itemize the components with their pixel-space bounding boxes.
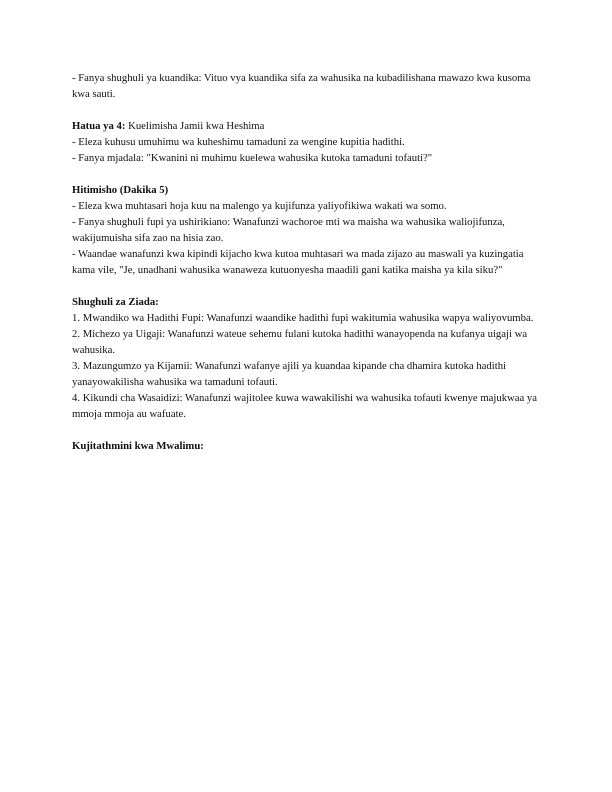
list-item: 4. Kikundi cha Wasaidizi: Wanafunzi wajitolee kuwa wawakilishi wa wahusika tofauti kwenye majukwaa ya mmoja mmoja au wafuate. <box>72 392 538 420</box>
list-item: 3. Mazungumzo ya Kijamii: Wanafunzi wafanye ajili ya kuandaa kipande cha dhamira kutoka hadithi yanayowakilisha wahusika wa tamaduni tofauti. <box>72 360 507 388</box>
document-page <box>72 70 542 454</box>
step-4-title: Kuelimisha Jamii kwa Heshima <box>125 120 265 132</box>
list-item: - Fanya shughuli fupi ya ushirikiano: Wanafunzi wachoroe mti wa maisha wa wahusika waliojifunza, wakijumuisha sifa zao na hisia zao. <box>72 216 505 244</box>
list-item: - Waandae wanafunzi kwa kipindi kijacho kwa kutoa muhtasari wa mada zijazo au maswali ya kuzingatia kama vile, "Je, unadhani wahusika wanaweza kutuonyesha maadili gani katika maisha ya kila siku?" <box>72 248 524 276</box>
list-item: 1. Mwandiko wa Hadithi Fupi: Wanafunzi waandike hadithi fupi wakitumia wahusika wapya waliyovumba. <box>72 312 534 324</box>
writing-activity-line: - Fanya shughuli ya kuandika: Vituo vya kuandika sifa za wahusika na kubadilishana mawazo kwa kusoma kwa sauti. <box>72 72 531 100</box>
extra-activities-heading: Shughuli za Ziada: <box>72 296 159 308</box>
conclusion-heading: Hitimisho (Dakika 5) <box>72 184 169 196</box>
spacer <box>72 102 542 118</box>
list-item: 2. Michezo ya Uigaji: Wanafunzi wateue sehemu fulani kutoka hadithi wanayopenda na kufanya uigaji wa wahusika. <box>72 328 528 356</box>
list-item: - Fanya mjadala: "Kwanini ni muhimu kuelewa wahusika kutoka tamaduni tofauti?" <box>72 152 433 164</box>
spacer <box>72 422 542 438</box>
step-4-heading <box>72 118 542 134</box>
list-item: - Eleza kuhusu umuhimu wa kuheshimu tamaduni za wengine kupitia hadithi. <box>72 136 405 148</box>
spacer <box>72 166 542 182</box>
list-item: - Eleza kwa muhtasari hoja kuu na malengo ya kujifunza yaliyofikiwa wakati wa somo. <box>72 200 447 212</box>
spacer <box>72 278 542 294</box>
step-4-label: Hatua ya 4: <box>72 120 126 132</box>
teacher-self-evaluation-heading: Kujitathmini kwa Mwalimu: <box>72 440 204 452</box>
